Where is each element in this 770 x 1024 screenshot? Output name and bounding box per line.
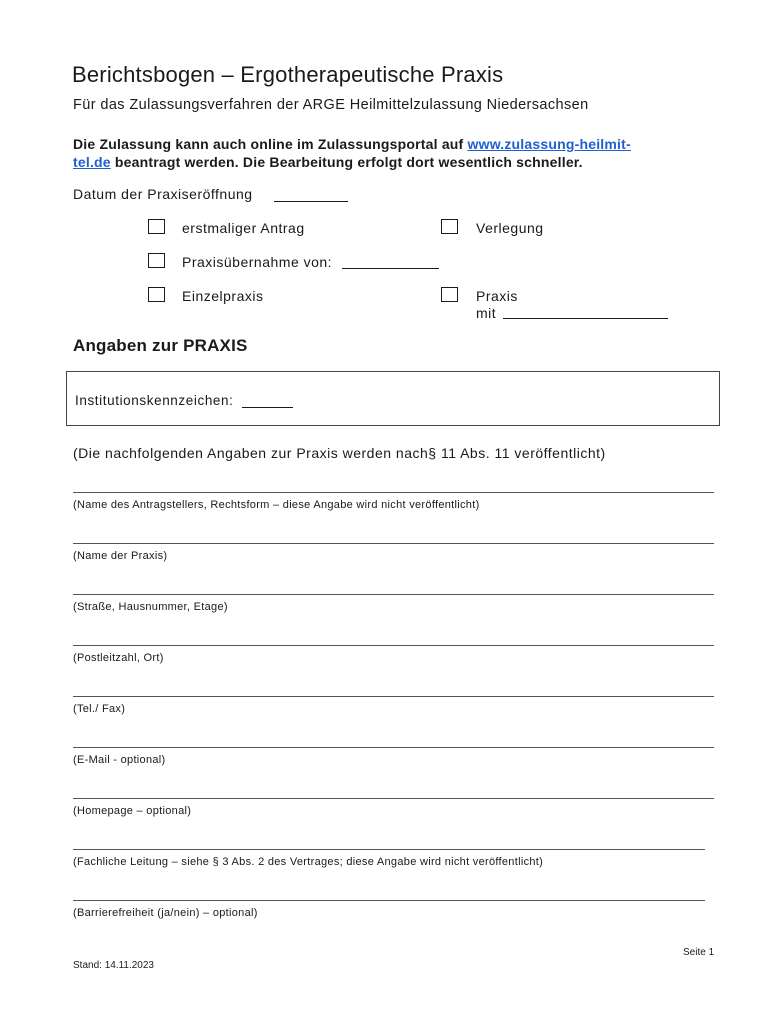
document-title: Berichtsbogen – Ergotherapeutische Praxis: [72, 62, 504, 87]
accessibility-line[interactable]: [73, 900, 705, 901]
practice-with-field[interactable]: [503, 318, 668, 319]
opening-date-label-text: Datum der Praxiseröffnung: [73, 186, 253, 202]
single-practice-checkbox[interactable]: [148, 287, 165, 302]
first-application-label: erstmaliger Antrag: [182, 220, 305, 236]
practice-with-checkbox[interactable]: [441, 287, 458, 302]
email-line[interactable]: [73, 747, 714, 748]
page-number: Seite 1: [683, 947, 715, 958]
practice-name-caption: (Name der Praxis): [73, 550, 168, 562]
practice-with-label-line2: mit: [476, 305, 497, 321]
accessibility-caption: (Barrierefreiheit (ja/nein) – optional): [73, 907, 258, 919]
postal-line[interactable]: [73, 645, 714, 646]
lead-line[interactable]: [73, 849, 705, 850]
lead-caption: (Fachliche Leitung – siehe § 3 Abs. 2 des Vertrages; diese Angabe wird nicht veröffentlicht): [73, 856, 544, 868]
document-subtitle: Für das Zulassungsverfahren der ARGE Heilmittelzulassung Niedersachsen: [73, 97, 589, 113]
relocation-checkbox[interactable]: [441, 219, 458, 234]
portal-link[interactable]: www.zulassung-heilmit- tel.de: [73, 136, 631, 170]
institution-label: Institutionskennzeichen:: [75, 393, 234, 408]
applicant-name-line[interactable]: [73, 492, 714, 493]
homepage-caption: (Homepage – optional): [73, 805, 192, 817]
single-practice-label: Einzelpraxis: [182, 288, 264, 304]
homepage-line[interactable]: [73, 798, 714, 799]
email-caption: (E-Mail - optional): [73, 754, 166, 766]
takeover-label: Praxisübernahme von:: [182, 254, 333, 270]
phone-line[interactable]: [73, 696, 714, 697]
section-title: Angaben zur PRAXIS: [73, 336, 248, 355]
postal-caption: (Postleitzahl, Ort): [73, 652, 164, 664]
takeover-checkbox[interactable]: [148, 253, 165, 268]
opening-date-row: [73, 186, 253, 202]
applicant-name-caption: (Name des Antragstellers, Rechtsform – diese Angabe wird nicht veröffentlicht): [73, 499, 480, 511]
street-line[interactable]: [73, 594, 714, 595]
relocation-label: Verlegung: [476, 220, 544, 236]
practice-name-line[interactable]: [73, 543, 714, 544]
takeover-field[interactable]: [342, 268, 439, 269]
publication-note: (Die nachfolgenden Angaben zur Praxis werden nach§ 11 Abs. 11 veröffentlicht): [73, 445, 606, 461]
revision-date: Stand: 14.11.2023: [73, 960, 154, 971]
notice-text-after: beantragt werden. Die Bearbeitung erfolgt dort wesentlich schneller.: [110, 154, 583, 170]
practice-with-label-line1: Praxis: [476, 288, 518, 304]
online-notice: [73, 135, 713, 171]
opening-date-field[interactable]: [274, 201, 348, 202]
institution-field[interactable]: [242, 407, 293, 408]
first-application-checkbox[interactable]: [148, 219, 165, 234]
street-caption: (Straße, Hausnummer, Etage): [73, 601, 228, 613]
phone-caption: (Tel./ Fax): [73, 703, 126, 715]
notice-text-before: Die Zulassung kann auch online im Zulassungsportal auf: [73, 136, 468, 152]
